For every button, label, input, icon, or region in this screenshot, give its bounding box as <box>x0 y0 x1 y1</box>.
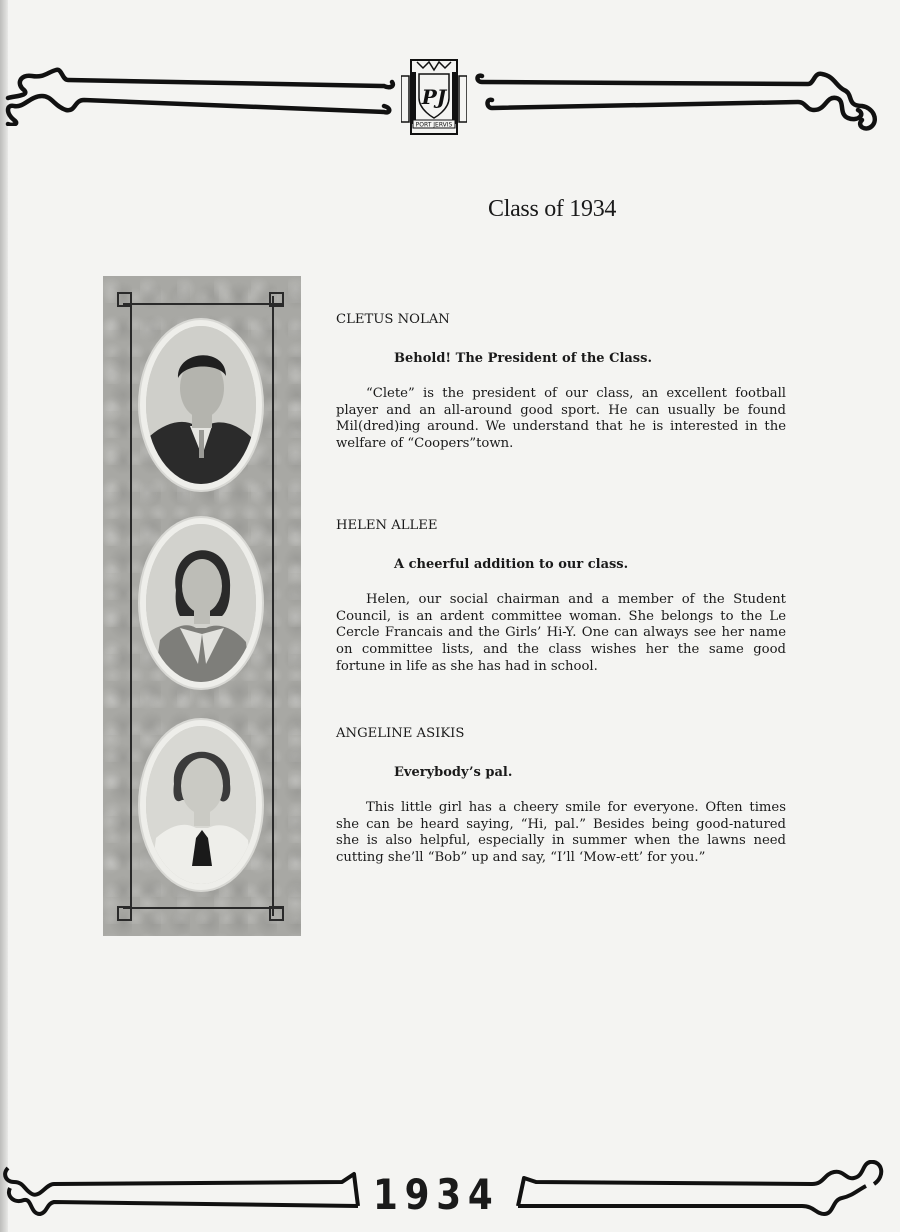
top-ornament-right <box>474 66 888 136</box>
bottom-ornament-left <box>2 1160 362 1220</box>
frame-corner-bl <box>117 906 132 921</box>
student-name: ANGELINE ASIKIS <box>336 726 465 741</box>
frame-corner-tr <box>269 292 284 307</box>
student-name: CLETUS NOLAN <box>336 312 450 327</box>
student-motto: Everybody’s pal. <box>394 764 513 780</box>
portrait-helen-allee <box>140 518 262 688</box>
student-name: HELEN ALLEE <box>336 518 438 533</box>
frame-corner-tl <box>117 292 132 307</box>
frame-bottom-line <box>123 907 283 909</box>
student-entry-helen-allee <box>336 518 786 675</box>
portrait-panel <box>103 276 301 936</box>
student-motto: A cheerful addition to our class. <box>394 556 629 572</box>
frame-corner-br <box>269 906 284 921</box>
emblem-school-name: PORT JERVIS <box>415 121 453 129</box>
student-bio: Helen, our social chairman and a member of the Student Council, is an ardent committee woman. She belongs to the Le Cercle Francais and the Girls’ Hi-Y. One can always see her name on committee lists, and the class wishes her the same good fortune in life as she has had in school. <box>336 592 786 674</box>
student-motto: Behold! The President of the Class. <box>394 350 652 366</box>
page-title: Class of 1934 <box>488 196 617 222</box>
school-crest-emblem <box>401 58 467 136</box>
book-spine-shadow <box>0 0 8 1232</box>
student-bio: “Clete” is the president of our class, an excellent football player and an all-around good sport. He can usually be found Mil(dred)ing around. We understand that he is interested in the welfare of “Coopers”town. <box>336 386 786 451</box>
frame-top-line <box>123 303 283 305</box>
frame-right-line <box>272 296 274 916</box>
student-entry-angeline-asikis <box>336 726 786 867</box>
bottom-ornament-right <box>512 1160 890 1222</box>
student-entry-cletus-nolan <box>336 312 786 453</box>
frame-left-line <box>130 296 132 916</box>
top-ornament-left <box>4 66 396 126</box>
emblem-monogram: PJ <box>421 85 447 109</box>
portrait-angeline-asikis <box>140 720 262 890</box>
portrait-cletus-nolan <box>140 320 262 490</box>
footer-year: 1934 <box>373 1170 500 1219</box>
student-bio: This little girl has a cheery smile for everyone. Often times she can be heard saying, “Hi, pal.” Besides being good-natured she is also helpful, especially in summer when the lawns need cutting she’ll “Bob” up and say, “I’ll ‘Mow-ett’ for you.” <box>336 800 786 865</box>
